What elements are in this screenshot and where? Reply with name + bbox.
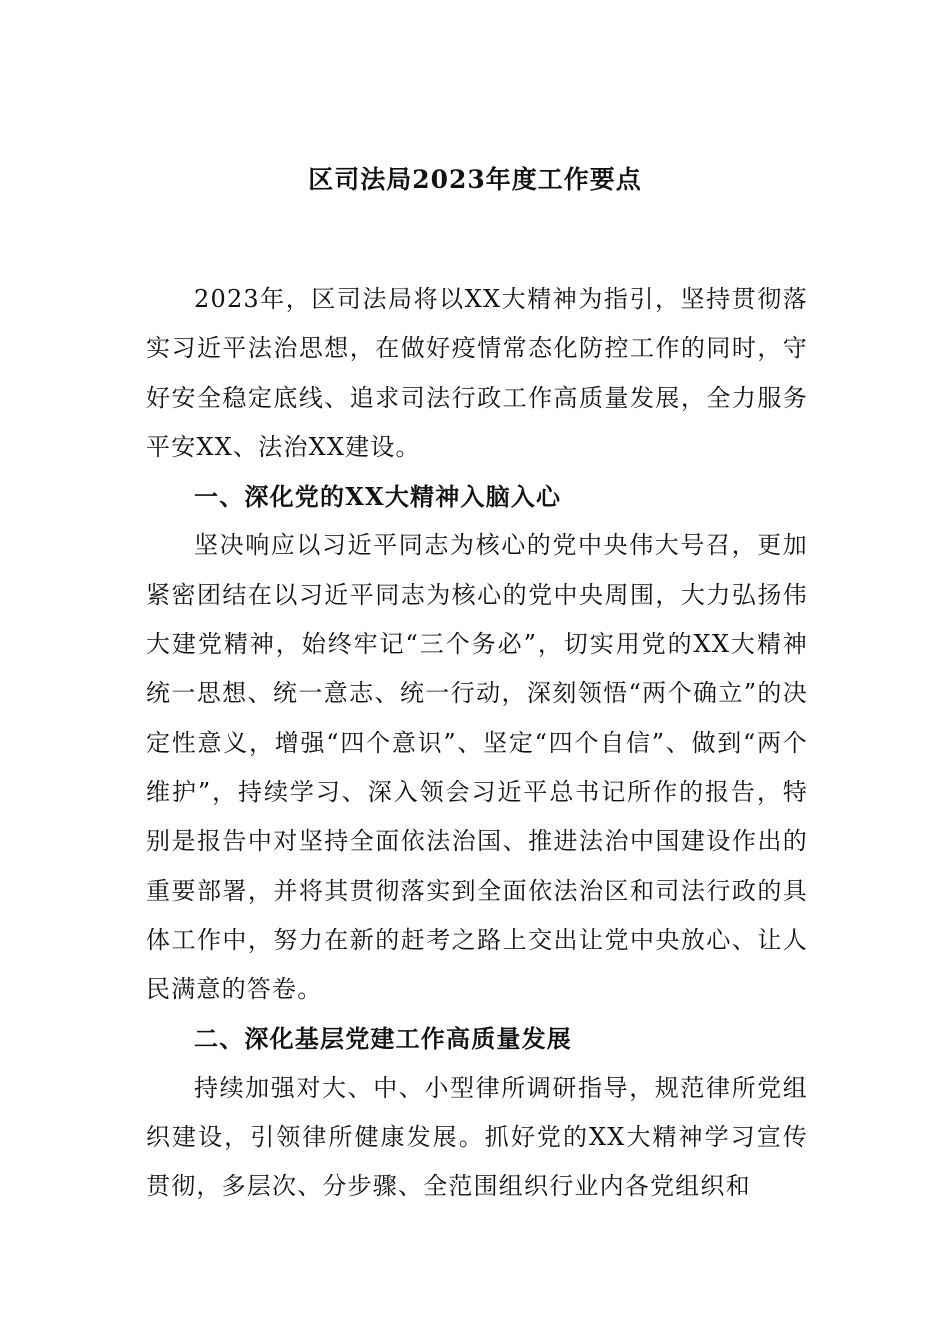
section-2-paragraph: 持续加强对大、中、小型律所调研指导，规范律所党组织建设，引领律所健康发展。抓好党的XX大精神学习宣传贯彻，多层次、分步骤、全范围组织行业内各党组织和 [146, 1073, 808, 1201]
section-2-heading: 二、深化基层党建工作高质量发展 [194, 1024, 572, 1054]
document-title: 区司法局2023年度工作要点 [308, 165, 642, 194]
section-1-heading: 一、深化党的XX大精神入脑入心 [194, 482, 562, 512]
intro-paragraph: 2023年，区司法局将以XX大精神为指引，坚持贯彻落实习近平法治思想，在做好疫情常态化防控工作的同时，守好安全稳定底线、追求司法行政工作高质量发展，全力服务平安XX、法治XX建设。 [146, 285, 808, 461]
section-1-paragraph: 坚决响应以习近平同志为核心的党中央伟大号召，更加紧密团结在以习近平同志为核心的党中央周围，大力弘扬伟大建党精神，始终牢记“三个务必”，切实用党的XX大精神统一思想、统一意志、统一行动，深刻领悟“两个确立”的决定性意义，增强“四个意识”、坚定“四个自信”、做到“两个维护”，持续学习、深入领会习近平总书记所作的报告，特别是报告中对坚持全面依法治国、推进法治中国建设作出的重要部署，并将其贯彻落实到全面依法治区和司法行政的具体工作中，努力在新的赶考之路上交出让党中央放心、让人民满意的答卷。 [146, 531, 808, 1004]
document-body [146, 275, 808, 1212]
